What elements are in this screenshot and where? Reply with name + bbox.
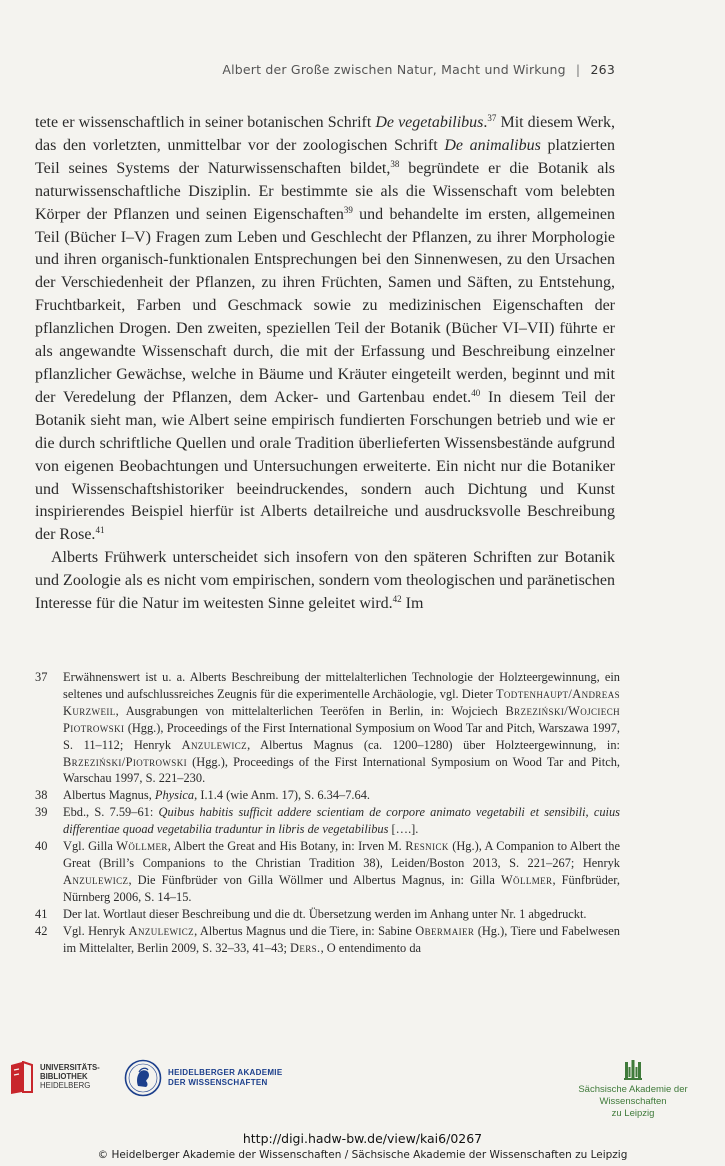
running-head-separator: | xyxy=(575,62,581,77)
footnote-ref[interactable]: 42 xyxy=(392,594,402,605)
text-run: und behandelte im ersten, allgemeinen Teil (Bücher I–V) Fragen zum Leben und Geschlecht der Pflanzen, zu ihrer Morphologie und ihren organisch-funktionalen Entsprechungen bei den Sinnenwesen, zu den Ursachen der Verschiedenheit der Pflanzen, zu ihren Früchten, Samen und Säften, zu Entstehung, Fruchtbarkeit, Farben und Geschmack sowie zu medizinischen Eigenschaften der pflanzlichen Drogen. Den zweiten, speziellen Teil der Botanik (Bücher VI–VII) führte er als angewandte Wissenschaft durch, die mit der Erfassung und Beschreibung einzelner pflanzlicher Gewächse, welche in Bäume und Kräuter eingeteilt werden, beginnt und mit der Veredelung der Pflanzen, dem Acker- und Gartenbau endet. xyxy=(35,205,616,406)
author-name: Obermaier xyxy=(415,923,475,938)
academy-seal-icon xyxy=(124,1059,162,1097)
footnote-text xyxy=(63,923,620,957)
text-run: Albertus Magnus, xyxy=(63,788,155,803)
text-run: , Die Fünfbrüder von Gilla Wöllmer und Albertus Magnus, in: Gilla xyxy=(128,872,501,887)
footnote-text xyxy=(63,906,620,923)
text-run: (Hgg.), Proceedings of the First International Symposium on Wood Tar and Pitch, Warschau 1997, S. 221–230. xyxy=(63,754,620,786)
running-head xyxy=(222,62,615,77)
footnote-ref[interactable]: 40 xyxy=(471,387,481,398)
logo-line: DER WISSENSCHAFTEN xyxy=(168,1078,268,1087)
paragraph-1: tete er wissenschaftlich in seiner botanischen Schrift De vegetabilibus.$^{37}$ Mit diesem Werk, das den vorletzten, unmittelbar vor der zoologischen Schrift De animalibus platzierten Teil seines Systems der Naturwissenschaften bildet,$^{38}$ begründete er die Botanik als naturwissenschaftliche Disziplin. Er bestimmte sie als die Wissenschaft vom belebten Körper der Pflanzen und seinen Eigenschaften$^{39}$ und behandelte im ersten, allgemeinen Teil (Bücher I–V) Fragen zum Leben und Geschlecht der Pflanzen, zu ihrer Morphologie und ihren organisch-funktionalen Entsprechungen bei den Sinnenwesen, zu den Ursachen der Verschiedenheit der Pflanzen, zu ihren Früchten, Samen und Säften, zu Entstehung, Fruchtbarkeit, Farben und Geschmack sowie zu medizinischen Eigenschaften der pflanzlichen Drogen. Den zweiten, speziellen Teil der Botanik (Bücher VI–VII) führte er als angewandte Wissenschaft durch, die mit der Erfassung und Beschreibung einzelner pflanzlicher Gewächse, welche in Bäume und Kräuter eingeteilt werden, beginnt und mit der Veredelung der Pflanzen, dem Acker- und Gartenbau endet.$^{40}$ In diesem Teil der Botanik sieht man, wie Albert seine empirisch fundierten Forschungen betrieb und wie er die durch schriftliche Quellen und orale Tradition überlieferten Wissensbestände aufgrund von eigenen Beobachtungen und Untersuchungen erweiterte. Ein nicht nur die Botaniker und Wissenschaftshistoriker beeindruckendes, sondern auch Dichtung und Kunst inspirierendes Beispiel hierfür ist Alberts detailreiche und ausdrucksvolle Beschreibung der Rose.$^{41}$ xyxy=(35,113,616,544)
footnote-38 xyxy=(35,787,620,804)
text-run: (Hgg.), Proceedings of the First International Symposium on Wood Tar and Pitch, Warszawa 1997, S. 11–112; Henryk xyxy=(63,720,620,752)
logo-line: HEIDELBERG xyxy=(40,1081,91,1090)
logo-line: Sächsische Akademie der Wissenschaften xyxy=(578,1084,688,1107)
text-run: In diesem Teil der Botanik sieht man, wie Albert seine empirisch fundierten Forschungen betrieb und wie er die durch schriftliche Quellen und orale Tradition überlieferten Wissensbestände aufgrund von eigenen Beobachtungen und Untersuchungen erweiterte. Ein nicht nur die Botaniker und Wissenschaftshistoriker beeindruckendes, sondern auch Dichtung und Kunst inspirierendes Beispiel hierfür ist Alberts detailreiche und ausdrucksvolle Beschreibung der Rose. xyxy=(35,388,615,544)
footnote-42 xyxy=(35,923,620,957)
text-run: Erwähnenswert ist u. a. Alberts Beschreibung der mittelalterlichen Technologie der Holzteergewinnung, ein seltenes und aufschlussreiches Zeugnis für die experimentelle Archäologie, vgl. Dieter xyxy=(63,670,620,701)
copyright-notice: © Heidelberger Akademie der Wissenschaften / Sächsische Akademie der Wissenschaften zu Leipzig xyxy=(97,1149,628,1161)
footnote-number: 38 xyxy=(35,788,48,803)
author-name: Ders. xyxy=(290,940,321,955)
footnote-ref[interactable]: 41 xyxy=(95,525,105,536)
footnote-ref[interactable]: 38 xyxy=(390,158,400,169)
footnote-ref[interactable]: 37 xyxy=(487,113,497,123)
text-run: begründete er die Botanik als naturwissenschaftliche Disziplin. Er bestimmte sie als die Wissenschaft vom belebten Körper der Pflanzen und seinen Eigenschaften xyxy=(35,159,615,223)
footnote-number: 41 xyxy=(35,906,48,921)
text-run: , Albertus Magnus und die Tiere, in: Sabine xyxy=(194,923,416,938)
footnote-number: 37 xyxy=(35,670,48,684)
author-name: Anzulewicz xyxy=(128,923,195,938)
text-run: , I.1.4 (wie Anm. 17), S. 6.34–7.64. xyxy=(194,788,370,803)
saxon-academy-logo[interactable] xyxy=(553,1059,713,1120)
text-run: Vgl. Gilla xyxy=(63,839,117,854)
text-run: , Albert the Great and His Botany, in: Irven M. xyxy=(167,839,406,854)
author-name: Wöllmer xyxy=(500,872,553,887)
footnote-text xyxy=(63,804,620,838)
text-run: , Albertus Magnus (ca. 1200–1280) über Holzteergewinnung, in: xyxy=(247,737,620,752)
university-library-name xyxy=(40,1063,100,1090)
footnote-ref[interactable]: 39 xyxy=(343,204,353,215)
text-run: tete er wissenschaftlich in seiner botanischen Schrift xyxy=(35,114,376,131)
footnote-text xyxy=(63,787,620,804)
footnote-40 xyxy=(35,838,620,906)
footnote-41 xyxy=(35,906,620,923)
text-run: Der lat. Wortlaut dieser Beschreibung und die dt. Übersetzung werden im Anhang unter Nr. 1 abgedruckt. xyxy=(63,906,587,921)
text-run: , Ausgrabungen von mittelalterlichen Teeröfen in Berlin, in: Wojciech xyxy=(115,703,506,718)
author-name: Anzulewicz xyxy=(63,872,129,887)
logo-line: UNIVERSITÄTS- xyxy=(40,1063,100,1072)
library-book-icon xyxy=(8,1061,34,1095)
text-run: Alberts Frühwerk unterscheidet sich insofern von den späteren Schriften zur Botanik und Zoologie als es nicht vom empirischen, sondern vom theologischen und paränetischen Interesse für die Natur im weitesten Sinne geleitet wird. xyxy=(35,549,615,613)
author-name: Wöllmer xyxy=(116,839,168,854)
work-title: Physica xyxy=(154,788,195,803)
digitization-footer xyxy=(0,1055,725,1166)
paragraph-2 xyxy=(35,547,615,616)
footnote-39 xyxy=(35,804,620,838)
footnote-37 xyxy=(35,669,620,787)
university-library-logo[interactable] xyxy=(8,1061,100,1095)
author-name: Brzeziński/Piotrowski xyxy=(63,754,187,769)
latin-quote: Quibus habitis sufficit addere scientiam de corpore animato vegetabili et sensibili, cuius differentiae quoad vegetabilia traduntur in libris de vegetabilibus xyxy=(63,805,620,837)
page-number: 263 xyxy=(590,62,615,77)
running-title: Albert der Große zwischen Natur, Macht und Wirkung xyxy=(222,62,566,77)
permalink-url[interactable]: http://digi.hadw-bw.de/view/kai6/0267 xyxy=(242,1131,483,1146)
text-run: , Fünfbrüder, Nürnberg 2006, S. 14–15. xyxy=(63,872,621,904)
text-run: platzierten Teil seines Systems der Naturwissenschaften bildet, xyxy=(35,136,616,177)
footnote-number: 40 xyxy=(35,839,48,854)
work-title: De animalibus xyxy=(444,136,541,154)
text-run: Mit diesem Werk, das den vorletzten, unmittelbar vor der zoologischen Schrift xyxy=(35,114,616,154)
author-name: Resnick xyxy=(405,839,449,854)
text-run: Ebd., S. 7.59–61: xyxy=(63,805,159,820)
logo-line: HEIDELBERGER AKADEMIE xyxy=(168,1068,283,1077)
text-run: , O entendimento da xyxy=(320,940,422,955)
saxon-academy-name xyxy=(553,1084,713,1120)
author-name: Brzeziński/Wojciech Piotrowski xyxy=(63,703,620,735)
text-run: (Hg.), Tiere und Fabelwesen im Mittelalter, Berlin 2009, S. 32–33, 41–43; xyxy=(63,923,620,955)
author-name: Anzulewicz xyxy=(181,737,248,752)
footnotes xyxy=(35,669,620,956)
footnote-text xyxy=(63,669,620,787)
footnote-number: 39 xyxy=(35,805,48,820)
logo-line: zu Leipzig xyxy=(611,1108,655,1119)
text-run: Im xyxy=(401,595,424,613)
main-text xyxy=(35,112,615,616)
text-run: (Hg.), A Companion to Albert the Great (Brill’s Companions to the Christian Tradition 38), Leiden/Boston 2013, S. 221–267; Henryk xyxy=(63,839,621,870)
heidelberg-academy-logo[interactable] xyxy=(124,1059,282,1097)
academy-building-icon xyxy=(623,1059,643,1081)
author-name: Todtenhaupt/Andreas Kurzweil xyxy=(63,686,620,718)
footnote-text xyxy=(63,838,620,906)
footnote-number: 42 xyxy=(35,923,48,938)
text-run: [….]. xyxy=(388,822,419,837)
academy-name xyxy=(168,1068,282,1088)
logo-line: BIBLIOTHEK xyxy=(40,1072,88,1081)
work-title: De vegetabilibus xyxy=(375,114,484,131)
text-run: Vgl. Henryk xyxy=(63,923,129,938)
